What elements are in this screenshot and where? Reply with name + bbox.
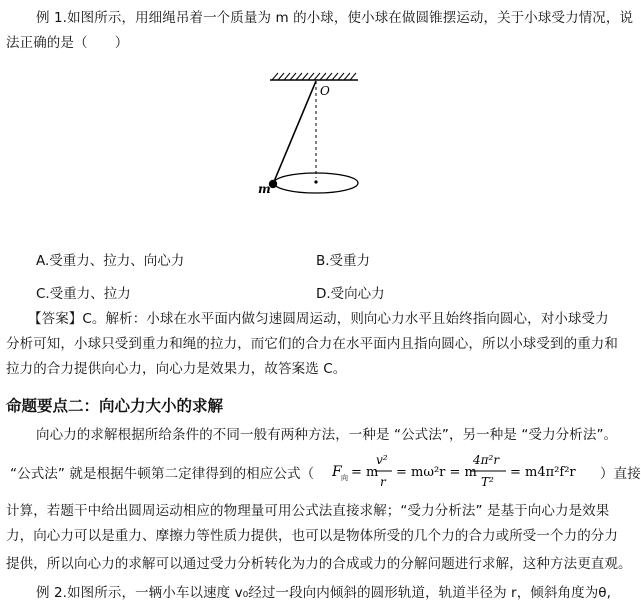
section-heading: 命题要点二：向心力大小的求解 (6, 397, 224, 415)
option-d: D.受向心力 (316, 286, 385, 302)
option-b: B.受重力 (316, 253, 371, 269)
section-para1: 向心力的求解根据所给条件的不同一般有两种方法，一种是 “公式法”，另一种是 “受力分析法”。 (36, 427, 618, 443)
formula-eq3: = m4π²f²r (510, 465, 576, 480)
formula-num1: v² (376, 453, 388, 467)
answer-line2: 分析可知，小球只受到重力和绳的拉力，而它们的合力在水平面内且指向圆心，所以小球受到的重力和 (6, 336, 618, 352)
example1-line1: 例 1.如图所示，用细绳吊着一个质量为 m 的小球，使小球在做圆锥摆运动，关于小球受力情况，说 (36, 10, 634, 26)
example1-line2: 法正确的是（ ） (6, 35, 129, 51)
label-m: m (258, 182, 271, 196)
formula-num2: 4π²r (473, 453, 500, 467)
example2-line1: 例 2.如图所示，一辆小车以速度 v₀经过一段向内倾斜的圆形轨道，轨道半径为 r，倾斜角度为θ, (36, 585, 612, 601)
ceiling-hatching (272, 73, 356, 80)
section-para2-end: ）直接 (600, 466, 641, 482)
formula-den1: r (380, 475, 386, 489)
center-dot (314, 180, 317, 183)
label-o: O (320, 84, 330, 98)
formula-sub: 向 (341, 474, 348, 482)
formula-den2: T² (481, 475, 494, 489)
centripetal-force-formula (330, 448, 608, 492)
answer-line1: 【答案】C。解析：小球在水平面内做匀速圆周运动，则向心力水平且始终指向圆心，对小球受力 (28, 311, 609, 327)
section-para5: 提供，所以向心力的求解可以通过受力分析转化为力的合成或力的分解问题进行求解，这种方法更直观。 (6, 556, 632, 572)
option-c: C.受重力、拉力 (36, 286, 131, 302)
formula-eq2: = mω²r = m (396, 465, 477, 480)
conical-pendulum-figure (240, 68, 390, 198)
option-a: A.受重力、拉力、向心力 (36, 253, 185, 269)
section-para4: 力，向心力可以是重力、摩擦力等性质力提供，也可以是物体所受的几个力的合力或所受一个力的分力 (6, 528, 618, 544)
section-para2-start: “公式法” 就是根据牛顿第二定律得到的相应公式（ (10, 466, 315, 482)
section-para3: 计算，若题干中给出圆周运动相应的物理量可用公式法直接求解；“受力分析法” 是基于向心力是效果 (6, 503, 610, 519)
formula-f: F (332, 464, 342, 480)
answer-line3: 拉力的合力提供向心力，向心力是效果力，故答案选 C。 (6, 361, 347, 377)
string-line (273, 81, 316, 184)
formula-eq1: = m (351, 465, 379, 480)
